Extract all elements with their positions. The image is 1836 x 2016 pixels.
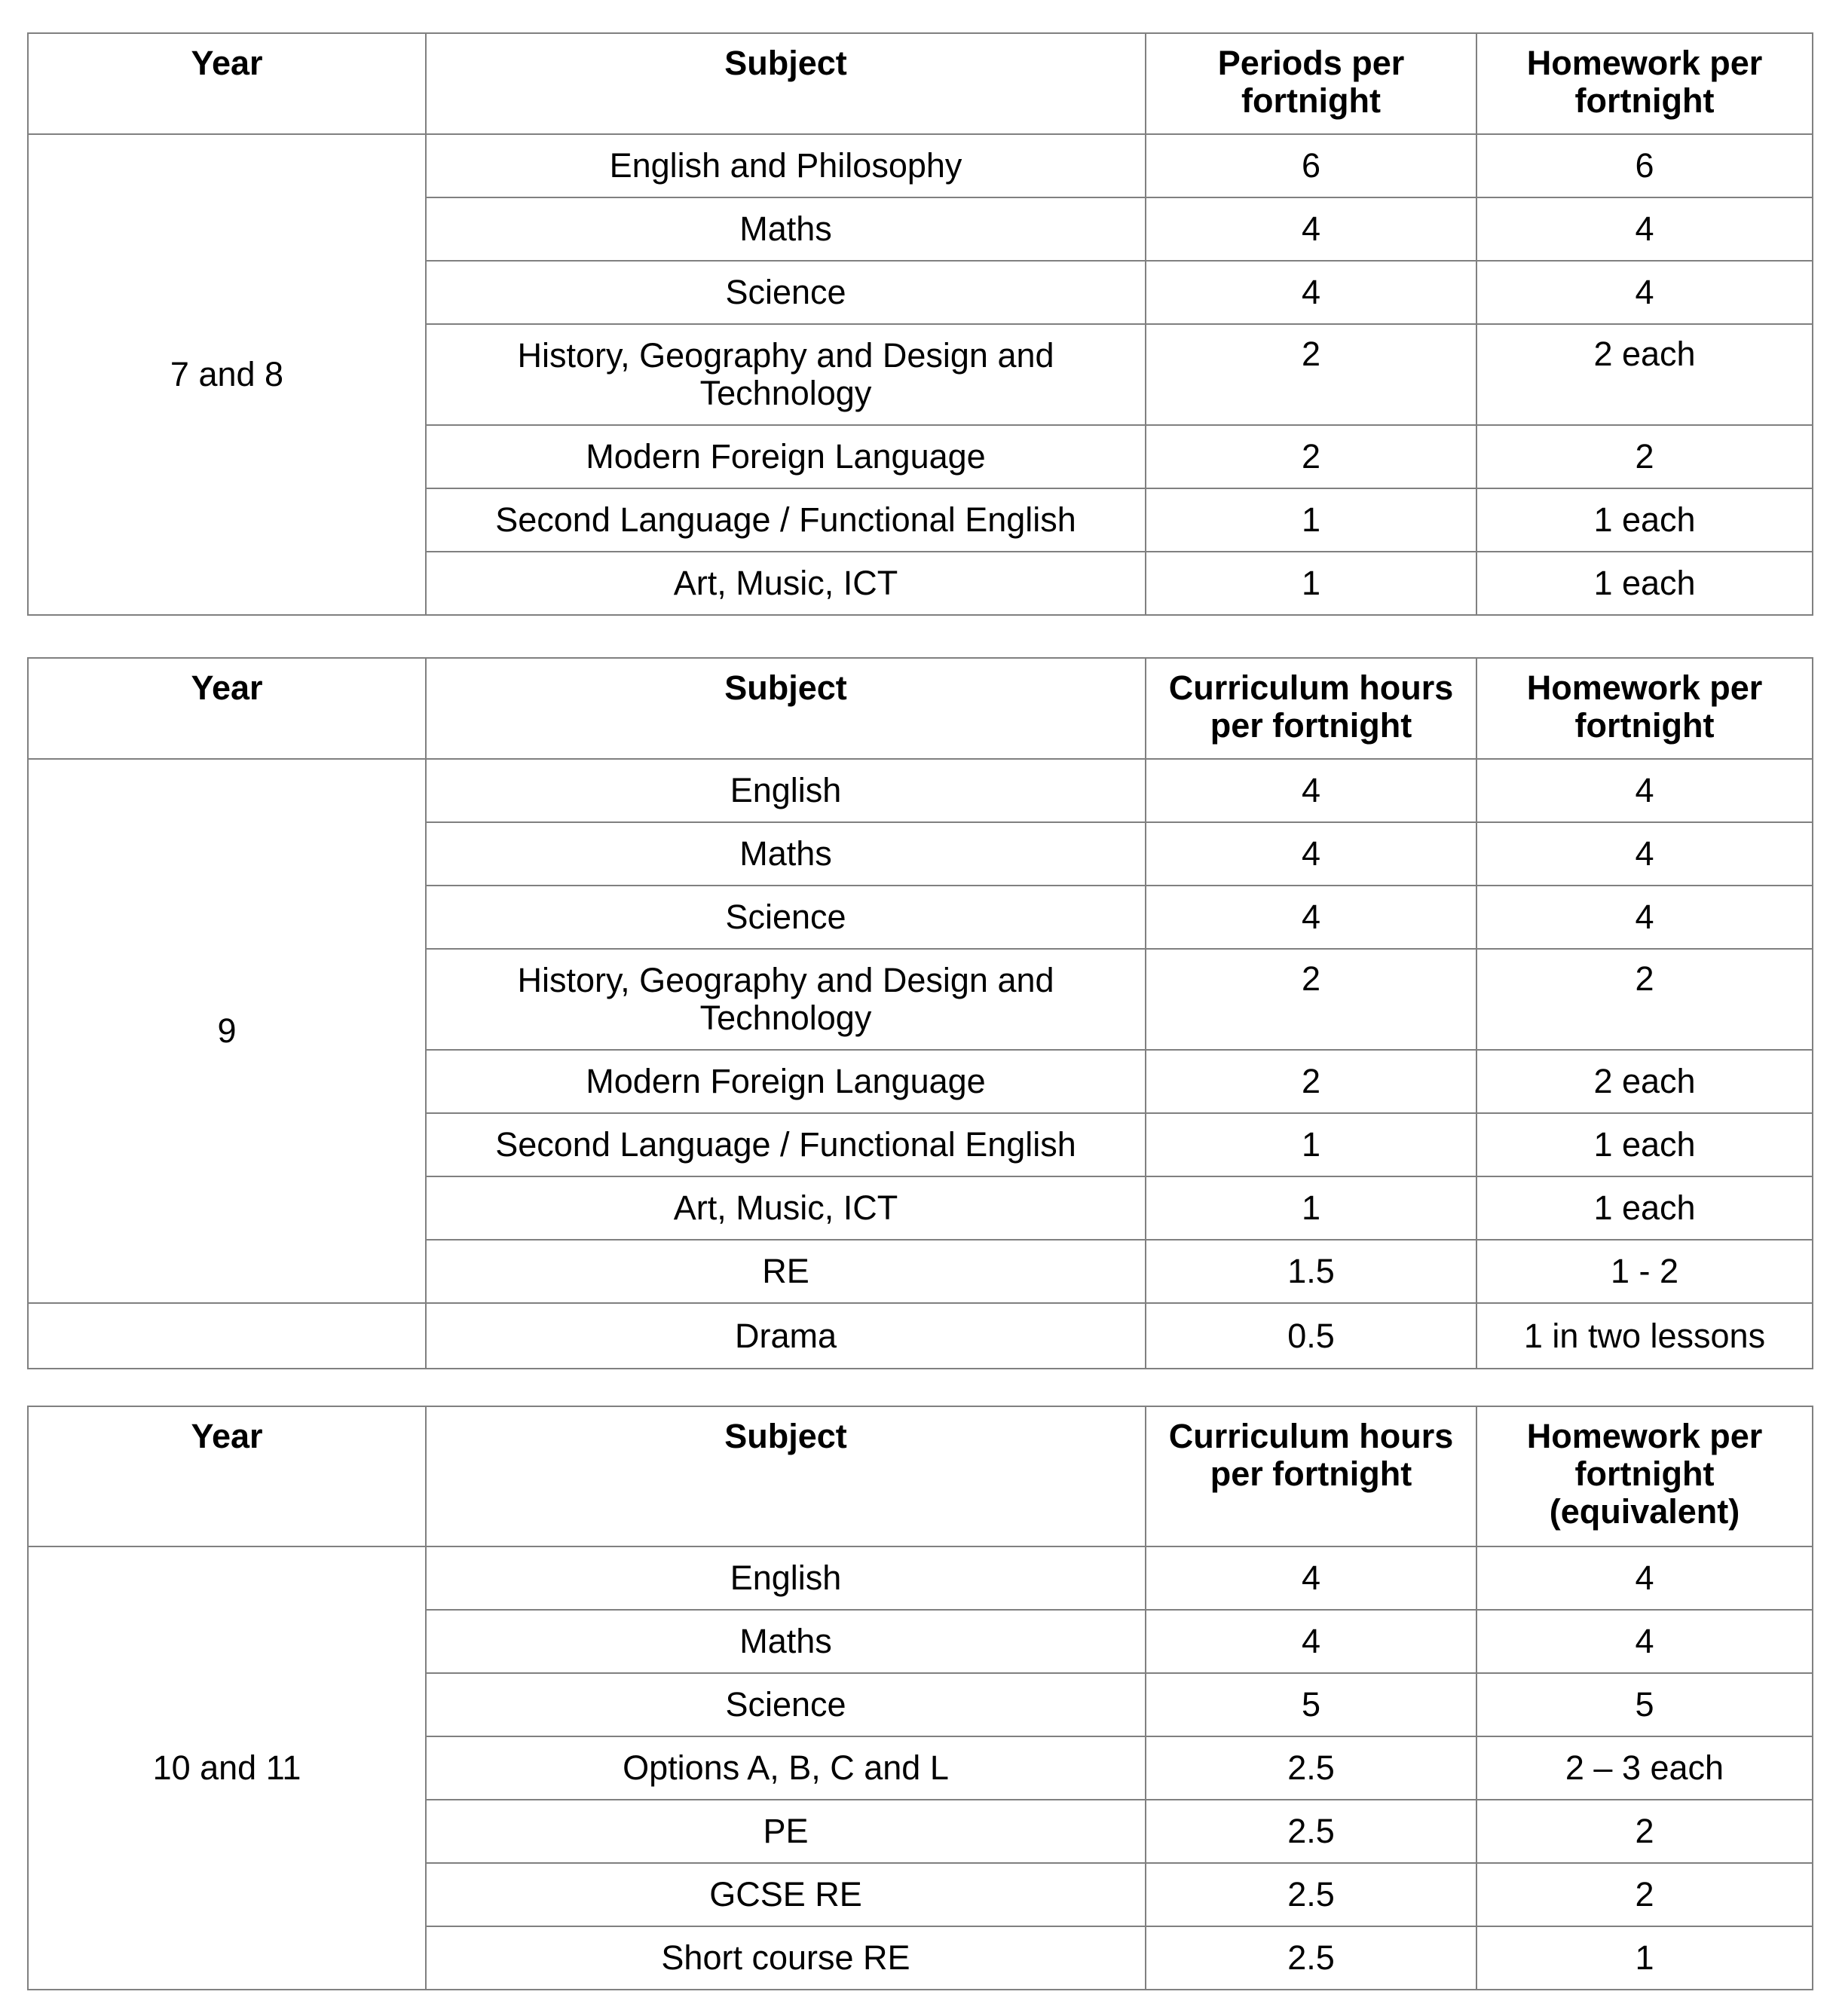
homework-header: Homework per fortnight (equivalent) (1476, 1406, 1813, 1546)
subject-cell: Art, Music, ICT (426, 552, 1146, 615)
homework-cell: 4 (1476, 759, 1813, 822)
curriculum-hours-header: Curriculum hours per fortnight (1146, 658, 1476, 759)
table-row (28, 1303, 1813, 1369)
subject-header: Subject (426, 658, 1146, 759)
homework-table-years-7-8 (27, 32, 1813, 616)
hours-cell: 1 (1146, 1113, 1476, 1176)
table-header-row (28, 1406, 1813, 1546)
year-cell-empty (28, 1303, 426, 1369)
subject-cell: Drama (426, 1303, 1146, 1369)
homework-table-years-10-11 (27, 1406, 1813, 1990)
hours-cell: 2.5 (1146, 1800, 1476, 1863)
homework-cell: 1 each (1476, 1176, 1813, 1240)
homework-cell: 5 (1476, 1673, 1813, 1736)
homework-header: Homework per fortnight (1476, 33, 1813, 134)
subject-cell: Modern Foreign Language (426, 425, 1146, 488)
hours-cell: 4 (1146, 1546, 1476, 1610)
hours-cell: 4 (1146, 759, 1476, 822)
homework-cell: 2 each (1476, 1050, 1813, 1113)
periods-cell: 4 (1146, 197, 1476, 261)
hours-cell: 2.5 (1146, 1863, 1476, 1926)
year-cell: 10 and 11 (28, 1546, 426, 1990)
homework-cell: 1 in two lessons (1476, 1303, 1813, 1369)
hours-cell: 2 (1146, 949, 1476, 1050)
subject-cell: Maths (426, 197, 1146, 261)
homework-cell: 4 (1476, 822, 1813, 886)
subject-cell: Short course RE (426, 1926, 1146, 1990)
periods-cell: 4 (1146, 261, 1476, 324)
curriculum-hours-header: Curriculum hours per fortnight (1146, 1406, 1476, 1546)
homework-cell: 4 (1476, 1610, 1813, 1673)
hours-cell: 1 (1146, 1176, 1476, 1240)
hours-cell: 2.5 (1146, 1926, 1476, 1990)
year-header: Year (28, 658, 426, 759)
subject-cell: English (426, 1546, 1146, 1610)
year-cell: 7 and 8 (28, 134, 426, 615)
subject-cell: RE (426, 1240, 1146, 1303)
periods-cell: 2 (1146, 324, 1476, 425)
subject-cell: GCSE RE (426, 1863, 1146, 1926)
hours-cell: 1.5 (1146, 1240, 1476, 1303)
subject-cell: PE (426, 1800, 1146, 1863)
subject-cell: Science (426, 261, 1146, 324)
table-row (28, 134, 1813, 197)
periods-cell: 1 (1146, 552, 1476, 615)
subject-cell: Maths (426, 822, 1146, 886)
subject-cell: Modern Foreign Language (426, 1050, 1146, 1113)
subject-cell: Options A, B, C and L (426, 1736, 1146, 1800)
homework-cell: 2 (1476, 949, 1813, 1050)
hours-cell: 2.5 (1146, 1736, 1476, 1800)
homework-cell: 1 - 2 (1476, 1240, 1813, 1303)
table-header-row (28, 658, 1813, 759)
year-cell: 9 (28, 759, 426, 1303)
homework-header: Homework per fortnight (1476, 658, 1813, 759)
subject-header: Subject (426, 33, 1146, 134)
subject-cell: History, Geography and Design and Technology (426, 949, 1146, 1050)
homework-cell: 4 (1476, 886, 1813, 949)
subject-cell: Art, Music, ICT (426, 1176, 1146, 1240)
homework-cell: 2 (1476, 425, 1813, 488)
homework-cell: 2 (1476, 1800, 1813, 1863)
year-header: Year (28, 33, 426, 134)
homework-cell: 1 each (1476, 552, 1813, 615)
subject-cell: Science (426, 886, 1146, 949)
homework-cell: 4 (1476, 1546, 1813, 1610)
subject-cell: English and Philosophy (426, 134, 1146, 197)
homework-cell: 1 each (1476, 1113, 1813, 1176)
homework-cell: 4 (1476, 197, 1813, 261)
homework-cell: 2 each (1476, 324, 1813, 425)
periods-cell: 6 (1146, 134, 1476, 197)
homework-table-year-9 (27, 657, 1813, 1369)
subject-header: Subject (426, 1406, 1146, 1546)
subject-cell: History, Geography and Design and Technology (426, 324, 1146, 425)
subject-cell: Science (426, 1673, 1146, 1736)
homework-cell: 4 (1476, 261, 1813, 324)
table-header-row (28, 33, 1813, 134)
hours-cell: 4 (1146, 822, 1476, 886)
hours-cell: 5 (1146, 1673, 1476, 1736)
periods-cell: 1 (1146, 488, 1476, 552)
homework-cell: 1 (1476, 1926, 1813, 1990)
periods-cell: 2 (1146, 425, 1476, 488)
table-row (28, 759, 1813, 822)
subject-cell: Maths (426, 1610, 1146, 1673)
hours-cell: 0.5 (1146, 1303, 1476, 1369)
hours-cell: 2 (1146, 1050, 1476, 1113)
periods-header: Periods per fortnight (1146, 33, 1476, 134)
homework-cell: 2 – 3 each (1476, 1736, 1813, 1800)
homework-cell: 2 (1476, 1863, 1813, 1926)
subject-cell: English (426, 759, 1146, 822)
year-header: Year (28, 1406, 426, 1546)
hours-cell: 4 (1146, 886, 1476, 949)
homework-cell: 6 (1476, 134, 1813, 197)
subject-cell: Second Language / Functional English (426, 1113, 1146, 1176)
hours-cell: 4 (1146, 1610, 1476, 1673)
homework-cell: 1 each (1476, 488, 1813, 552)
table-row (28, 1546, 1813, 1610)
subject-cell: Second Language / Functional English (426, 488, 1146, 552)
